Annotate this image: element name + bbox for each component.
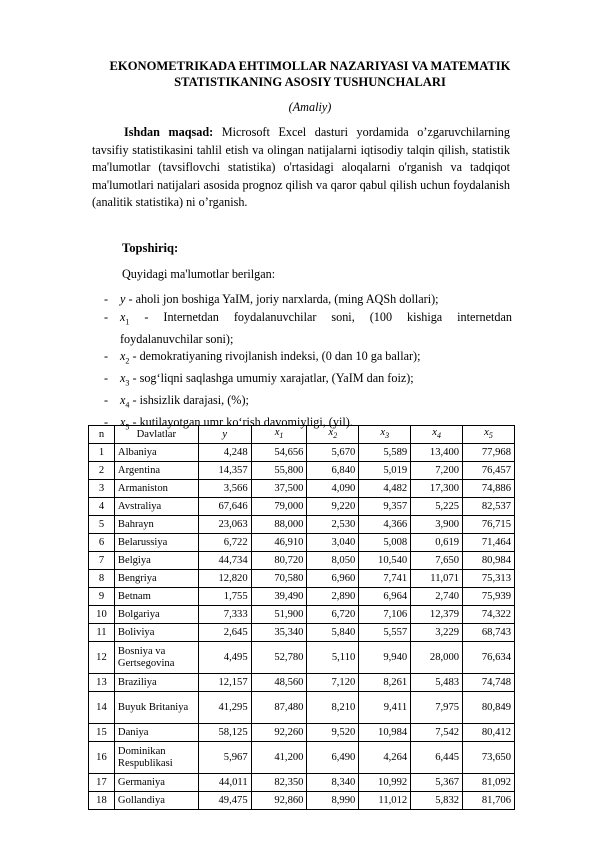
list-dash: - — [104, 393, 109, 408]
cell-country: Bolgariya — [114, 606, 198, 624]
cell-x3: 10,992 — [359, 774, 411, 792]
cell-y: 49,475 — [198, 792, 251, 810]
header-x4 — [411, 426, 463, 444]
header-x-symbol: x — [380, 427, 386, 438]
goal-label: Ishdan maqsad: — [124, 125, 214, 139]
cell-country: Belgiya — [114, 552, 198, 570]
list-dash: - — [104, 371, 109, 386]
table-row — [89, 570, 515, 588]
variable-description: - Internetdan foydalanuvchilar soni, (100 kishiga internetdan — [129, 309, 512, 324]
cell-y: 7,333 — [198, 606, 251, 624]
table-row — [89, 498, 515, 516]
cell-x5: 80,412 — [463, 724, 515, 742]
cell-n: 1 — [89, 444, 115, 462]
variable-continuation: foydalanuvchilar soni); — [120, 331, 234, 346]
cell-x2: 5,670 — [307, 444, 359, 462]
cell-country: Bengriya — [114, 570, 198, 588]
cell-x2: 6,960 — [307, 570, 359, 588]
cell-country: Betnam — [114, 588, 198, 606]
cell-x4: 2,740 — [411, 588, 463, 606]
cell-y: 5,967 — [198, 742, 251, 774]
header-x-symbol: x — [484, 427, 489, 438]
cell-x2: 9,220 — [307, 498, 359, 516]
table-row — [89, 480, 515, 498]
cell-y: 3,566 — [198, 480, 251, 498]
cell-x5: 76,715 — [463, 516, 515, 534]
cell-n: 7 — [89, 552, 115, 570]
cell-country: Belarussiya — [114, 534, 198, 552]
cell-n: 16 — [89, 742, 115, 774]
table-row — [89, 462, 515, 480]
list-dash: - — [104, 349, 109, 364]
cell-country: Dominikan Respublikasi — [114, 742, 198, 774]
cell-x5: 80,984 — [463, 552, 515, 570]
header-x2 — [307, 426, 359, 444]
cell-x1: 52,780 — [251, 642, 307, 674]
document-title: EKONOMETRIKADA EHTIMOLLAR NAZARIYASI VA MATEMATIK STATISTIKANING ASOSIY TUSHUNCHALARI — [109, 59, 511, 89]
cell-country: Germaniya — [114, 774, 198, 792]
cell-x2: 7,120 — [307, 674, 359, 692]
cell-x4: 13,400 — [411, 444, 463, 462]
cell-x1: 80,720 — [251, 552, 307, 570]
goal-text: Microsoft Excel dasturi yordamida o’zgaruvchilarning tavsifiy statistikasini tahlil etish va olingan natijalarni iqtisodiy talqin qilish, statistik ma'lumotlar (tavsiflovchi statistika) o'rtasidagi aloqalarni o'rganish va tadqiqot ma'lumotlari natijalari asosida prognoz qilish va qaror qabul qilish uchun foydalanish (analitik statistika) ni o’rganish. — [92, 125, 510, 210]
table-row — [89, 588, 515, 606]
cell-x2: 8,340 — [307, 774, 359, 792]
cell-x3: 9,357 — [359, 498, 411, 516]
list-dash: - — [104, 415, 109, 430]
table-row — [89, 642, 515, 674]
header-x-symbol: x — [328, 427, 334, 438]
cell-x2: 6,490 — [307, 742, 359, 774]
cell-x2: 8,210 — [307, 692, 359, 724]
cell-x2: 8,990 — [307, 792, 359, 810]
variable-description: - sog‘liqni saqlashga umumiy xarajatlar, (YaIM dan foiz); — [129, 371, 414, 386]
cell-x4: 5,367 — [411, 774, 463, 792]
cell-x3: 5,589 — [359, 444, 411, 462]
cell-x1: 35,340 — [251, 624, 307, 642]
table-header-row — [89, 426, 515, 444]
table-body — [89, 444, 515, 810]
cell-x1: 54,656 — [251, 444, 307, 462]
cell-x4: 28,000 — [411, 642, 463, 674]
variable-description: - ishsizlik darajasi, (%); — [129, 393, 249, 408]
table-row — [89, 606, 515, 624]
cell-n: 15 — [89, 724, 115, 742]
cell-x3: 10,540 — [359, 552, 411, 570]
cell-x3: 8,261 — [359, 674, 411, 692]
cell-y: 14,357 — [198, 462, 251, 480]
variable-symbol: x — [120, 309, 126, 324]
cell-y: 12,820 — [198, 570, 251, 588]
cell-x3: 4,264 — [359, 742, 411, 774]
cell-x1: 70,580 — [251, 570, 307, 588]
given-text: Quyidagi ma'lumotlar berilgan: — [122, 267, 276, 281]
table-row — [89, 444, 515, 462]
header-x-symbol: x — [274, 427, 280, 438]
cell-x1: 82,350 — [251, 774, 307, 792]
list-dash: - — [104, 309, 109, 324]
cell-x4: 12,379 — [411, 606, 463, 624]
cell-country: Gollandiya — [114, 792, 198, 810]
table-row — [89, 624, 515, 642]
cell-x5: 82,537 — [463, 498, 515, 516]
header-x-subscript: 1 — [279, 431, 284, 441]
cell-y: 4,495 — [198, 642, 251, 674]
cell-x4: 5,832 — [411, 792, 463, 810]
cell-x5: 74,748 — [463, 674, 515, 692]
variable-subscript: 5 — [125, 422, 130, 432]
cell-y: 44,734 — [198, 552, 251, 570]
cell-country: Argentina — [114, 462, 198, 480]
variable-symbol: x — [120, 371, 126, 386]
cell-country: Bosniya va Gertsegovina — [114, 642, 198, 674]
cell-x5: 74,322 — [463, 606, 515, 624]
cell-y: 6,722 — [198, 534, 251, 552]
cell-country: Avstraliya — [114, 498, 198, 516]
cell-y: 67,646 — [198, 498, 251, 516]
variable-description: - aholi jon boshiga YaIM, joriy narxlarda, (ming AQSh dollari); — [125, 292, 439, 306]
cell-y: 58,125 — [198, 724, 251, 742]
cell-x5: 81,092 — [463, 774, 515, 792]
cell-x2: 2,890 — [307, 588, 359, 606]
cell-x3: 4,482 — [359, 480, 411, 498]
cell-n: 14 — [89, 692, 115, 724]
table-row — [89, 674, 515, 692]
cell-x5: 71,464 — [463, 534, 515, 552]
cell-n: 8 — [89, 570, 115, 588]
table-row — [89, 692, 515, 724]
table-row — [89, 534, 515, 552]
table-row — [89, 742, 515, 774]
cell-x5: 76,457 — [463, 462, 515, 480]
variable-subscript: 1 — [125, 317, 130, 327]
table-row — [89, 792, 515, 810]
cell-country: Braziliya — [114, 674, 198, 692]
goal-paragraph — [92, 124, 510, 212]
header-country: Davlatlar — [114, 426, 198, 444]
cell-x1: 37,500 — [251, 480, 307, 498]
cell-n: 4 — [89, 498, 115, 516]
cell-x1: 92,860 — [251, 792, 307, 810]
cell-country: Boliviya — [114, 624, 198, 642]
cell-x2: 4,090 — [307, 480, 359, 498]
cell-x2: 9,520 — [307, 724, 359, 742]
cell-x4: 7,975 — [411, 692, 463, 724]
cell-n: 17 — [89, 774, 115, 792]
header-x-subscript: 2 — [333, 431, 338, 441]
table-row — [89, 774, 515, 792]
cell-y: 23,063 — [198, 516, 251, 534]
cell-n: 2 — [89, 462, 115, 480]
variable-item — [92, 291, 512, 309]
variable-subscript: 4 — [125, 400, 130, 410]
cell-x1: 41,200 — [251, 742, 307, 774]
cell-n: 18 — [89, 792, 115, 810]
header-x3 — [359, 426, 411, 444]
cell-x1: 88,000 — [251, 516, 307, 534]
cell-x4: 7,650 — [411, 552, 463, 570]
table-row — [89, 724, 515, 742]
cell-country: Daniya — [114, 724, 198, 742]
cell-country: Armaniston — [114, 480, 198, 498]
cell-x3: 9,411 — [359, 692, 411, 724]
cell-x1: 79,000 — [251, 498, 307, 516]
cell-x3: 7,741 — [359, 570, 411, 588]
cell-x2: 5,840 — [307, 624, 359, 642]
cell-x1: 87,480 — [251, 692, 307, 724]
cell-x4: 5,483 — [411, 674, 463, 692]
header-x-subscript: 4 — [436, 431, 441, 441]
cell-x3: 7,106 — [359, 606, 411, 624]
cell-x4: 7,200 — [411, 462, 463, 480]
task-heading: Topshiriq: — [122, 241, 179, 255]
cell-y: 4,248 — [198, 444, 251, 462]
table-row — [89, 552, 515, 570]
table-row — [89, 516, 515, 534]
cell-country: Albaniya — [114, 444, 198, 462]
cell-x5: 68,743 — [463, 624, 515, 642]
variable-description: - demokratiyaning rivojlanish indeksi, (0 dan 10 ga ballar); — [129, 349, 421, 364]
cell-x2: 2,530 — [307, 516, 359, 534]
cell-country: Bahrayn — [114, 516, 198, 534]
cell-x1: 51,900 — [251, 606, 307, 624]
header-x-subscript: 3 — [385, 431, 390, 441]
cell-n: 3 — [89, 480, 115, 498]
cell-x5: 75,939 — [463, 588, 515, 606]
cell-y: 1,755 — [198, 588, 251, 606]
cell-x3: 11,012 — [359, 792, 411, 810]
variable-symbol: x — [120, 393, 126, 408]
cell-n: 5 — [89, 516, 115, 534]
variable-item — [92, 370, 512, 392]
variable-subscript: 3 — [125, 378, 130, 388]
cell-x4: 5,225 — [411, 498, 463, 516]
variable-item — [92, 309, 512, 331]
cell-x1: 48,560 — [251, 674, 307, 692]
cell-x4: 3,229 — [411, 624, 463, 642]
cell-n: 9 — [89, 588, 115, 606]
header-x5 — [463, 426, 515, 444]
cell-x3: 6,964 — [359, 588, 411, 606]
cell-x1: 46,910 — [251, 534, 307, 552]
cell-x3: 5,019 — [359, 462, 411, 480]
cell-x5: 74,886 — [463, 480, 515, 498]
cell-x5: 81,706 — [463, 792, 515, 810]
header-x1 — [251, 426, 307, 444]
list-dash: - — [104, 292, 109, 306]
cell-y: 44,011 — [198, 774, 251, 792]
cell-x2: 6,840 — [307, 462, 359, 480]
cell-x1: 39,490 — [251, 588, 307, 606]
cell-country: Buyuk Britaniya — [114, 692, 198, 724]
cell-y: 12,157 — [198, 674, 251, 692]
variable-symbol: y — [120, 292, 126, 306]
cell-x3: 5,557 — [359, 624, 411, 642]
variable-list — [92, 291, 512, 436]
cell-x2: 8,050 — [307, 552, 359, 570]
header-x-subscript: 5 — [488, 431, 493, 441]
header-x-symbol: x — [432, 427, 437, 438]
cell-x1: 92,260 — [251, 724, 307, 742]
document-subtitle: (Amaliy) — [288, 100, 332, 114]
cell-x4: 3,900 — [411, 516, 463, 534]
cell-x1: 55,800 — [251, 462, 307, 480]
cell-n: 11 — [89, 624, 115, 642]
variable-item — [92, 392, 512, 414]
variable-description: - kutilayotgan umr ko‘rish davomiyligi, (yil). — [129, 415, 353, 430]
cell-x4: 7,542 — [411, 724, 463, 742]
cell-x5: 77,968 — [463, 444, 515, 462]
cell-x4: 0,619 — [411, 534, 463, 552]
header-y: y — [198, 426, 251, 444]
cell-x3: 10,984 — [359, 724, 411, 742]
cell-x2: 3,040 — [307, 534, 359, 552]
header-n: n — [89, 426, 115, 444]
cell-x2: 5,110 — [307, 642, 359, 674]
cell-n: 10 — [89, 606, 115, 624]
cell-x4: 11,071 — [411, 570, 463, 588]
cell-x3: 4,366 — [359, 516, 411, 534]
cell-x2: 6,720 — [307, 606, 359, 624]
cell-x5: 75,313 — [463, 570, 515, 588]
cell-x5: 73,650 — [463, 742, 515, 774]
variable-item — [92, 348, 512, 370]
variable-symbol: x — [120, 415, 126, 430]
cell-y: 2,645 — [198, 624, 251, 642]
variable-symbol: x — [120, 349, 126, 364]
variable-subscript: 2 — [125, 356, 130, 366]
cell-x4: 6,445 — [411, 742, 463, 774]
cell-x4: 17,300 — [411, 480, 463, 498]
cell-n: 13 — [89, 674, 115, 692]
cell-y: 41,295 — [198, 692, 251, 724]
cell-x3: 5,008 — [359, 534, 411, 552]
cell-x5: 76,634 — [463, 642, 515, 674]
cell-x5: 80,849 — [463, 692, 515, 724]
cell-x3: 9,940 — [359, 642, 411, 674]
cell-n: 12 — [89, 642, 115, 674]
cell-n: 6 — [89, 534, 115, 552]
